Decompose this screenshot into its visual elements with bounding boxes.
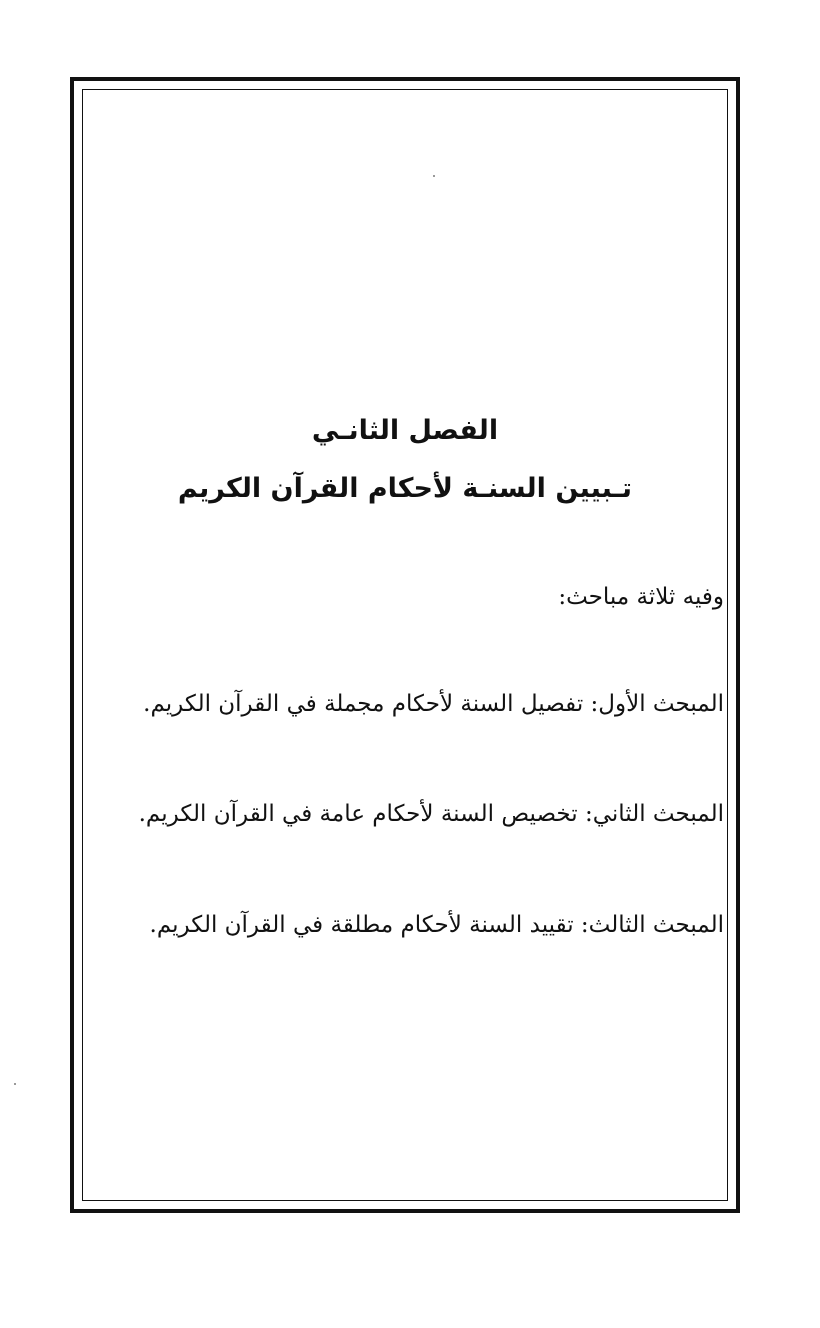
section-label: المبحث الأول: — [590, 691, 724, 717]
chapter-title: الفصل الثانـي — [311, 415, 499, 446]
section-item-2 — [139, 796, 724, 832]
section-item-3 — [150, 907, 724, 943]
section-label: المبحث الثالث: — [580, 912, 724, 938]
sections-intro: وفيه ثلاثة مباحث: — [558, 584, 724, 610]
section-item-1 — [143, 686, 724, 722]
page-content — [82, 89, 728, 1201]
section-text: تقييد السنة لأحكام مطلقة في القرآن الكريم. — [149, 912, 574, 938]
scan-speck — [433, 175, 435, 177]
scan-speck — [14, 1083, 16, 1085]
section-text: تفصيل السنة لأحكام مجملة في القرآن الكريم. — [143, 691, 584, 717]
section-label: المبحث الثاني: — [584, 801, 724, 827]
section-text: تخصيص السنة لأحكام عامة في القرآن الكريم. — [138, 801, 578, 827]
chapter-subtitle: تـبيين السنـة لأحكام القرآن الكريم — [177, 473, 633, 504]
